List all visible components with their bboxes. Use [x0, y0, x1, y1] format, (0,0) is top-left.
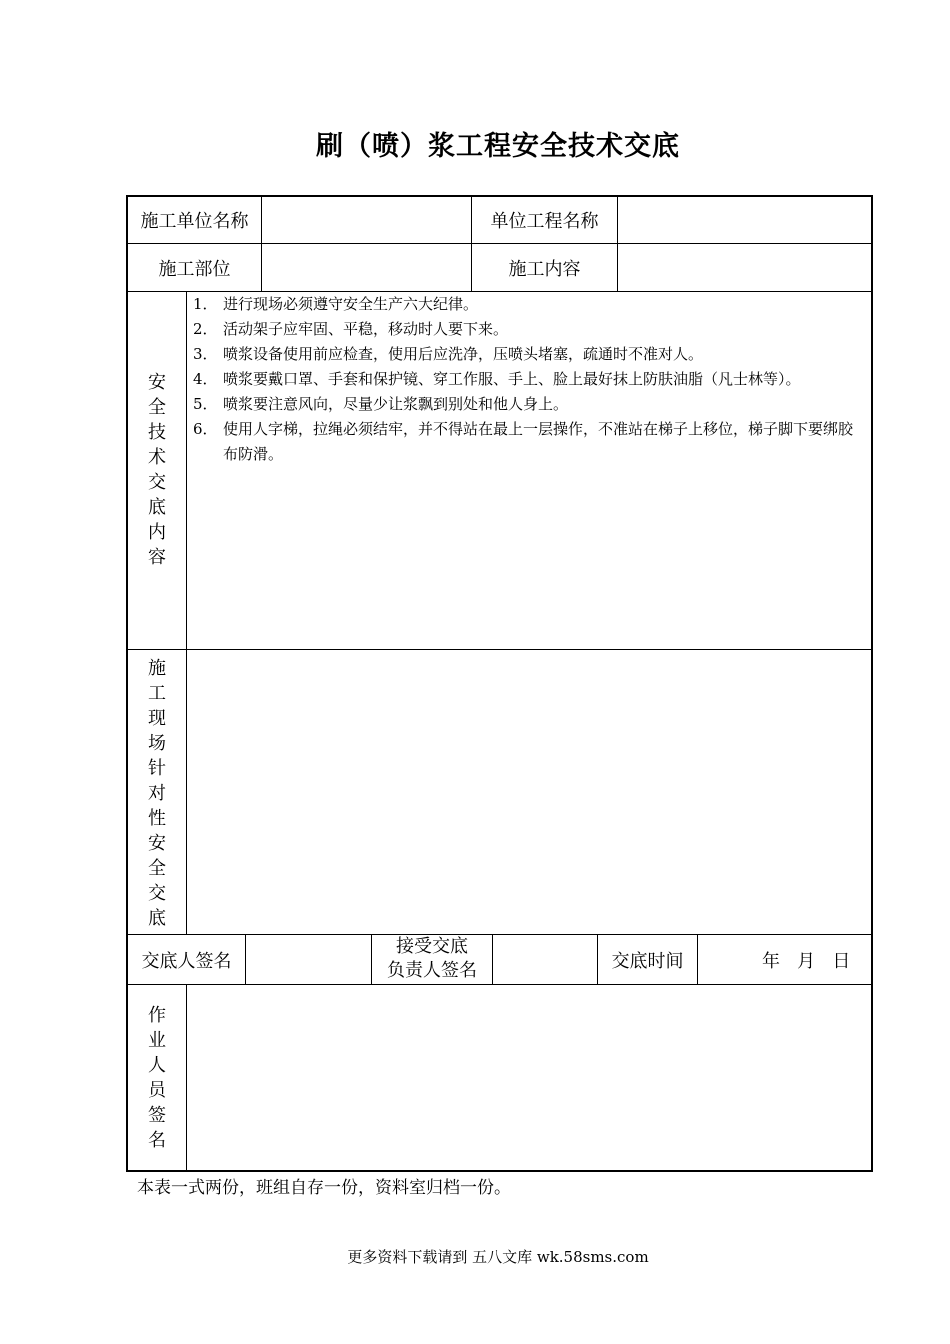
label-char: 安 — [148, 372, 166, 393]
label-char: 性 — [148, 808, 166, 829]
row-divider — [127, 649, 872, 650]
label-char: 内 — [148, 522, 166, 543]
label-char: 针 — [148, 758, 166, 779]
label-char: 交 — [148, 883, 166, 904]
item-text: 喷浆要注意风向，尽量少让浆飘到别处和他人身上。 — [223, 395, 569, 413]
page-title: 刷（喷）浆工程安全技术交底 — [316, 131, 680, 162]
item-number: 6． — [193, 420, 218, 438]
footer-link[interactable]: 更多资料下载请到 五八文库 wk.58sms.com — [347, 1248, 649, 1266]
workers-signature-field[interactable] — [188, 986, 871, 1170]
workers-signature-label — [147, 1003, 167, 1153]
item-text: 使用人字梯，拉绳必须结牢，并不得站在最上一层操作，不准站在梯子上移位，梯子脚下要绑胶布防滑。 — [223, 420, 854, 463]
list-item — [193, 392, 865, 417]
project-name-label: 单位工程名称 — [490, 210, 599, 232]
label-char: 对 — [148, 783, 166, 804]
item-text: 进行现场必须遵守安全生产六大纪律。 — [223, 295, 479, 313]
list-item — [193, 367, 865, 392]
label-char: 业 — [148, 1030, 166, 1051]
label-char: 签 — [148, 1105, 166, 1126]
item-number: 1． — [193, 295, 218, 313]
discloser-signature-field[interactable] — [246, 935, 371, 984]
disclosure-time-label: 交底时间 — [611, 950, 684, 972]
label-char: 术 — [148, 447, 166, 468]
label-char: 交 — [148, 472, 166, 493]
list-item — [193, 342, 865, 367]
label-char: 全 — [148, 858, 166, 879]
label-char: 底 — [148, 908, 166, 929]
receiver-label-line: 接受交底 — [396, 936, 468, 957]
project-name-field[interactable] — [618, 196, 872, 243]
construction-part-field[interactable] — [262, 244, 471, 291]
label-char: 员 — [148, 1080, 166, 1101]
site-safety-label — [147, 656, 167, 931]
safety-items-list — [193, 292, 865, 467]
list-item — [193, 317, 865, 342]
col-divider — [186, 291, 187, 934]
label-char: 安 — [148, 833, 166, 854]
label-char: 作 — [148, 1005, 166, 1026]
row-divider — [127, 984, 872, 985]
construction-part-label: 施工部位 — [158, 258, 231, 280]
label-char: 技 — [148, 422, 166, 443]
list-item — [193, 417, 865, 467]
item-number: 2． — [193, 320, 218, 338]
disclosure-date-field[interactable]: 年 月 日 — [762, 951, 851, 972]
receiver-signature-field[interactable] — [493, 935, 597, 984]
receiver-label-line: 负责人签名 — [387, 960, 477, 981]
safety-content-label — [147, 370, 167, 570]
col-divider — [697, 934, 698, 984]
unit-name-label: 施工单位名称 — [140, 210, 249, 232]
col-divider — [186, 984, 187, 1171]
receiver-signature-label — [372, 935, 492, 984]
construction-content-label: 施工内容 — [508, 258, 581, 280]
item-number: 3． — [193, 345, 218, 363]
item-text: 喷浆要戴口罩、手套和保护镜、穿工作服、手上、脸上最好抹上防肤油脂（凡士林等）。 — [223, 370, 801, 388]
construction-content-field[interactable] — [618, 244, 872, 291]
item-text: 喷浆设备使用前应检查，使用后应洗净，压喷头堵塞，疏通时不准对人。 — [223, 345, 704, 363]
label-char: 全 — [148, 397, 166, 418]
label-char: 场 — [148, 733, 166, 754]
label-char: 名 — [148, 1130, 166, 1151]
label-char: 现 — [148, 708, 166, 729]
label-char: 施 — [148, 658, 166, 679]
list-item — [193, 292, 865, 317]
label-char: 容 — [148, 547, 166, 568]
item-number: 5． — [193, 395, 218, 413]
form-note: 本表一式两份，班组自存一份，资料室归档一份。 — [137, 1178, 511, 1198]
site-safety-field[interactable] — [188, 651, 871, 933]
unit-name-field[interactable] — [262, 196, 471, 243]
label-char: 人 — [148, 1055, 166, 1076]
discloser-signature-label: 交底人签名 — [141, 950, 232, 972]
label-char: 工 — [148, 683, 166, 704]
item-text: 活动架子应牢固、平稳，移动时人要下来。 — [223, 320, 509, 338]
label-char: 底 — [148, 497, 166, 518]
item-number: 4． — [193, 370, 218, 388]
